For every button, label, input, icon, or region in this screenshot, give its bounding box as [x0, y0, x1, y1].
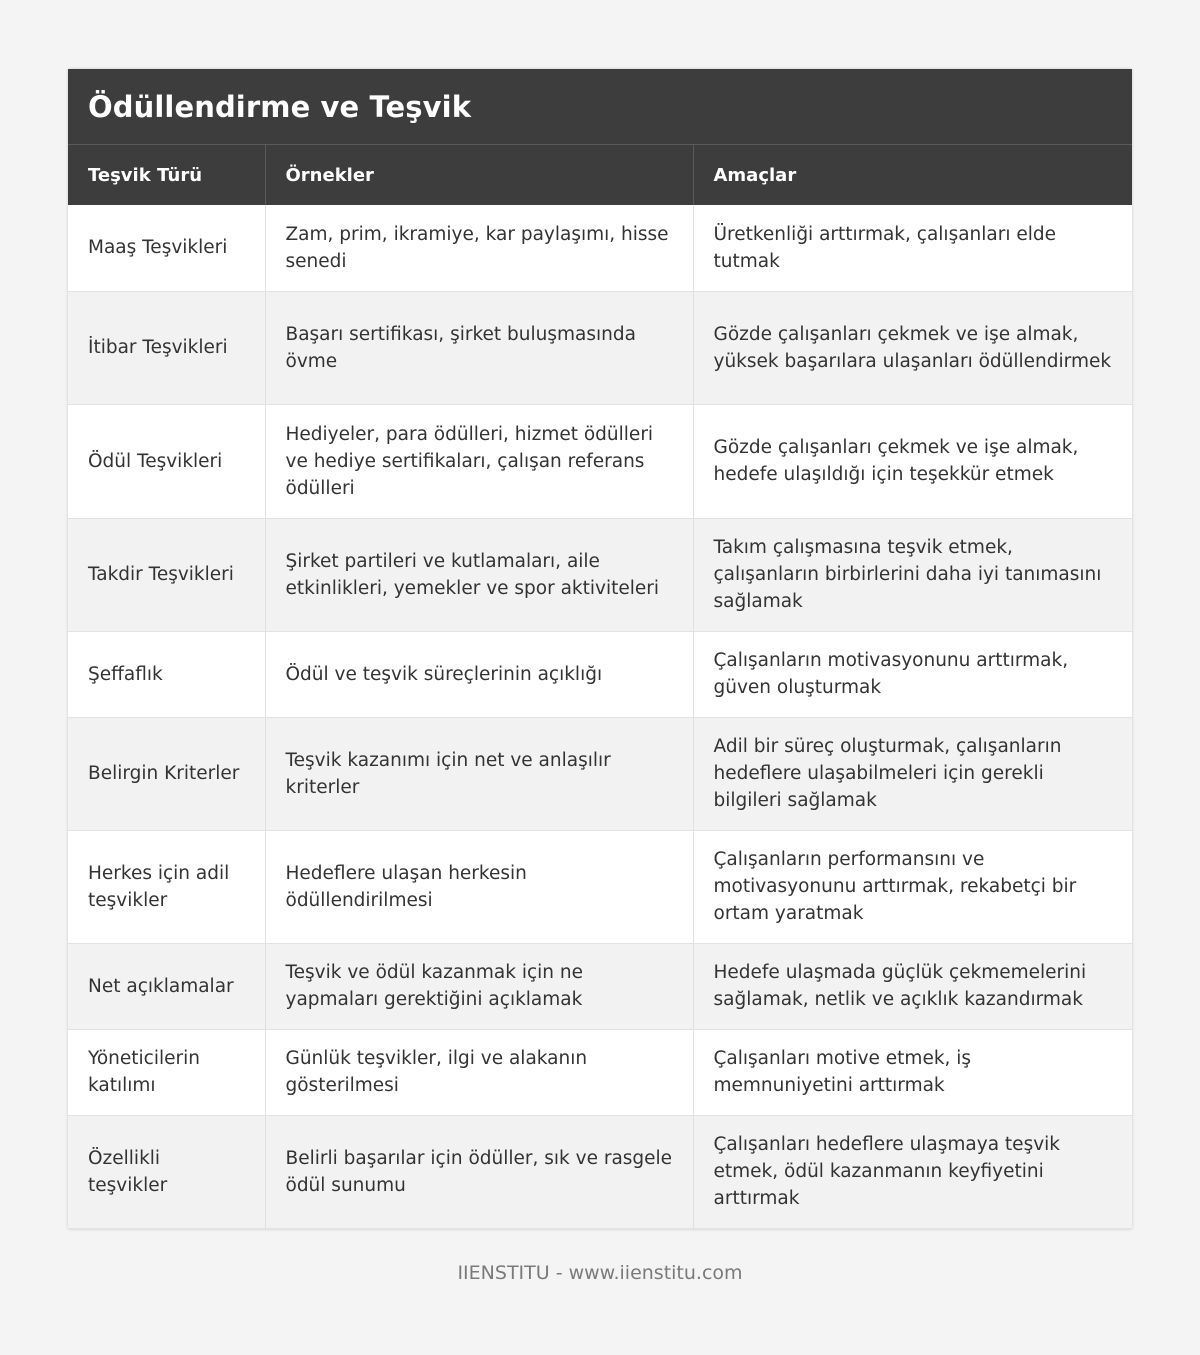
cell-examples: Şirket partileri ve kutlamaları, aile etkinlikleri, yemekler ve spor aktiviteleri: [265, 518, 693, 631]
cell-examples: Ödül ve teşvik süreçlerinin açıklığı: [265, 631, 693, 717]
footer-credit: IIENSTITU - www.iienstitu.com: [457, 1262, 743, 1284]
cell-examples: Günlük teşvikler, ilgi ve alakanın gösterilmesi: [265, 1029, 693, 1115]
cell-goals: Çalışanları motive etmek, iş memnuniyetini arttırmak: [693, 1029, 1132, 1115]
table-row: [68, 717, 1132, 830]
title-bar: [68, 69, 1132, 145]
table-row: [68, 518, 1132, 631]
incentives-card: [68, 69, 1132, 1229]
cell-type: Herkes için adil teşvikler: [68, 830, 265, 943]
table-header-row: [68, 145, 1132, 205]
cell-goals: Gözde çalışanları çekmek ve işe almak, yüksek başarılara ulaşanları ödüllendirmek: [693, 291, 1132, 404]
cell-type: Maaş Teşvikleri: [68, 205, 265, 291]
cell-type: Yöneticilerin katılımı: [68, 1029, 265, 1115]
cell-goals: Gözde çalışanları çekmek ve işe almak, hedefe ulaşıldığı için teşekkür etmek: [693, 404, 1132, 518]
cell-type: Ödül Teşvikleri: [68, 404, 265, 518]
table-row: [68, 830, 1132, 943]
cell-goals: Çalışanları hedeflere ulaşmaya teşvik etmek, ödül kazanmanın keyfiyetini arttırmak: [693, 1115, 1132, 1228]
cell-type: Şeffaflık: [68, 631, 265, 717]
cell-examples: Hedeflere ulaşan herkesin ödüllendirilmesi: [265, 830, 693, 943]
cell-examples: Zam, prim, ikramiye, kar paylaşımı, hisse senedi: [265, 205, 693, 291]
column-header-examples: Örnekler: [265, 145, 693, 205]
cell-examples: Teşvik ve ödül kazanmak için ne yapmaları gerektiğini açıklamak: [265, 943, 693, 1029]
table-row: [68, 943, 1132, 1029]
cell-goals: Adil bir süreç oluşturmak, çalışanların hedeflere ulaşabilmeleri için gerekli bilgileri sağlamak: [693, 717, 1132, 830]
cell-type: Özellikli teşvikler: [68, 1115, 265, 1228]
table-row: [68, 291, 1132, 404]
cell-type: Net açıklamalar: [68, 943, 265, 1029]
cell-goals: Çalışanların motivasyonunu arttırmak, güven oluşturmak: [693, 631, 1132, 717]
page-title: Ödüllendirme ve Teşvik: [88, 89, 472, 124]
column-header-goals: Amaçlar: [693, 145, 1132, 205]
table-row: [68, 1029, 1132, 1115]
column-header-type: Teşvik Türü: [68, 145, 265, 205]
cell-goals: Hedefe ulaşmada güçlük çekmemelerini sağlamak, netlik ve açıklık kazandırmak: [693, 943, 1132, 1029]
cell-type: İtibar Teşvikleri: [68, 291, 265, 404]
table-row: [68, 404, 1132, 518]
cell-type: Belirgin Kriterler: [68, 717, 265, 830]
table-row: [68, 631, 1132, 717]
cell-goals: Takım çalışmasına teşvik etmek, çalışanların birbirlerini daha iyi tanımasını sağlamak: [693, 518, 1132, 631]
cell-examples: Belirli başarılar için ödüller, sık ve rasgele ödül sunumu: [265, 1115, 693, 1228]
table-row: [68, 1115, 1132, 1228]
cell-goals: Üretkenliği arttırmak, çalışanları elde tutmak: [693, 205, 1132, 291]
incentives-table: [68, 145, 1132, 1229]
cell-examples: Teşvik kazanımı için net ve anlaşılır kriterler: [265, 717, 693, 830]
table-row: [68, 205, 1132, 291]
cell-examples: Başarı sertifikası, şirket buluşmasında övme: [265, 291, 693, 404]
cell-examples: Hediyeler, para ödülleri, hizmet ödülleri ve hediye sertifikaları, çalışan referans ödülleri: [265, 404, 693, 518]
cell-goals: Çalışanların performansını ve motivasyonunu arttırmak, rekabetçi bir ortam yaratmak: [693, 830, 1132, 943]
cell-type: Takdir Teşvikleri: [68, 518, 265, 631]
